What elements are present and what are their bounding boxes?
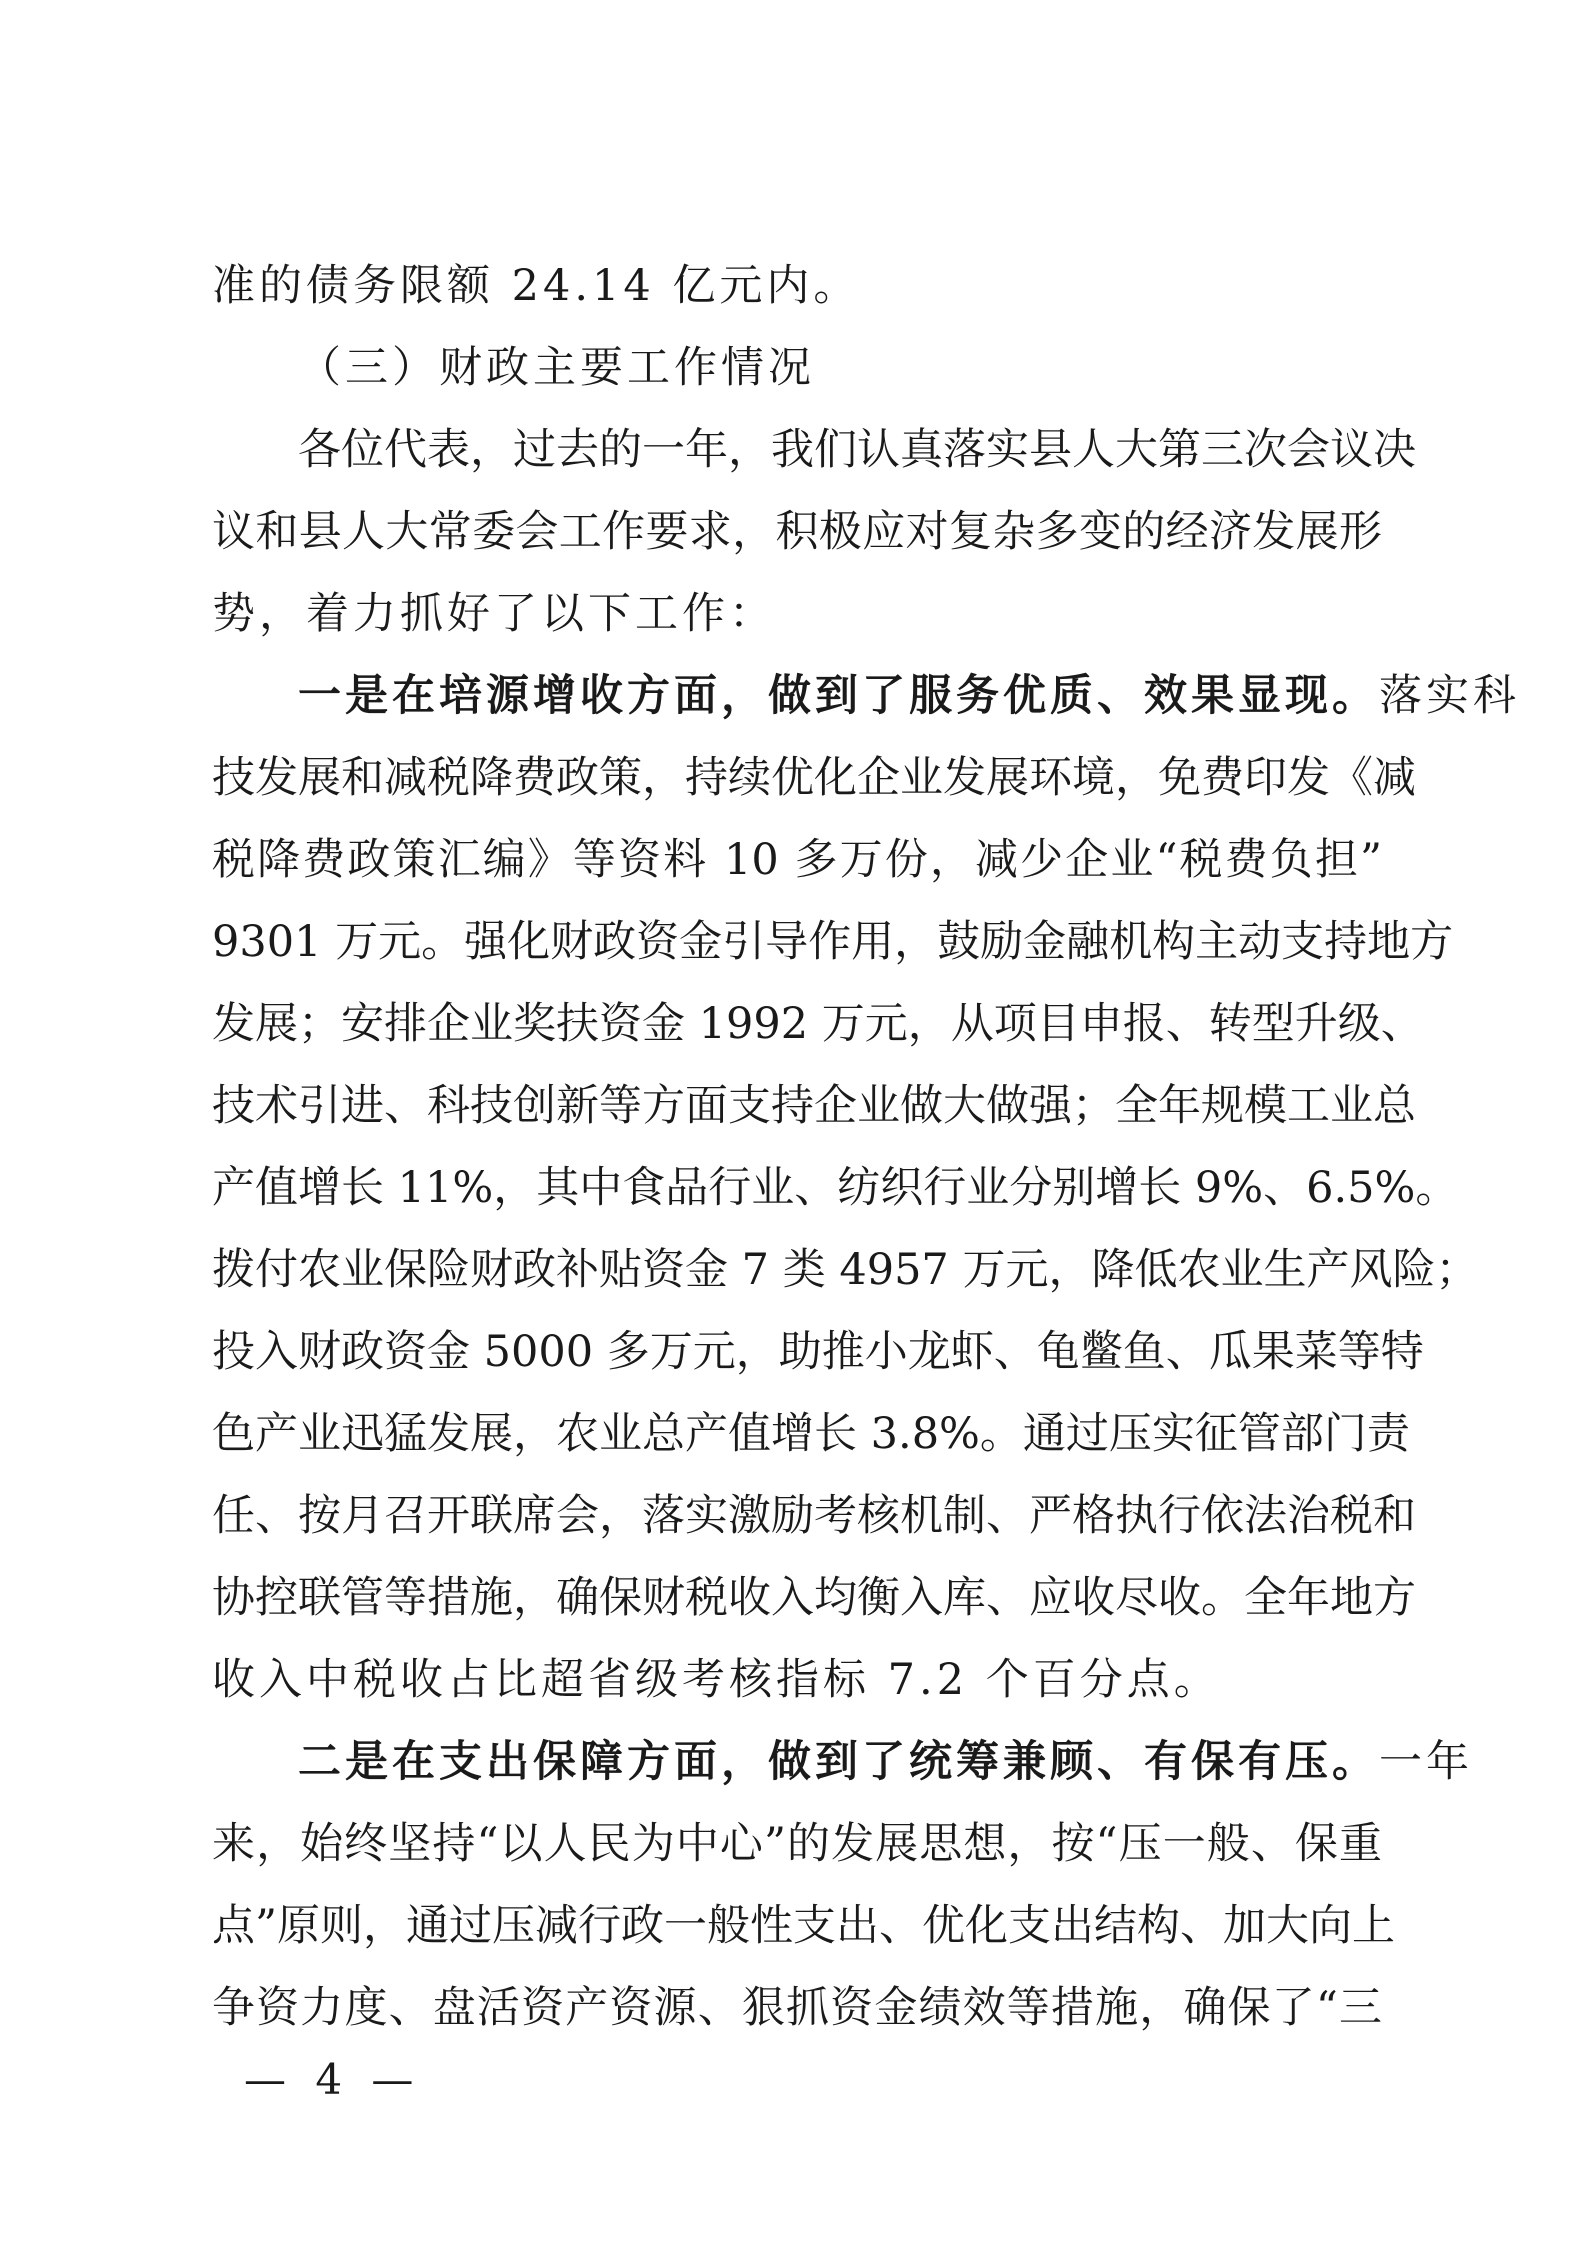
paragraph-lead: 二是在支出保障方面，做到了统筹兼顾、有保有压。 [298,1737,1379,1787]
text-line: 点”原则，通过压减行政一般性支出、优化支出结构、加大向上 [212,1901,1395,1951]
text-line: 发展；安排企业奖扶资金 1992 万元，从项目申报、转型升级、 [212,999,1424,1049]
text-line: 任、按月召开联席会，落实激励考核机制、严格执行依法治税和 [212,1491,1416,1541]
paragraph-text: 一年 [1379,1737,1473,1787]
text-line: 技发展和减税降费政策，持续优化企业发展环境，免费印发《减 [212,753,1416,803]
text-line: 技术引进、科技创新等方面支持企业做大做强；全年规模工业总 [212,1081,1416,1131]
text-line: 收入中税收占比超省级考核指标 7.2 个百分点。 [212,1655,1221,1705]
text-line: 协控联管等措施，确保财税收入均衡入库、应收尽收。全年地方 [212,1573,1416,1623]
text-line: 产值增长 11%，其中食品行业、纺织行业分别增长 9%、6.5%。 [212,1163,1459,1213]
text-line: 各位代表，过去的一年，我们认真落实县人大第三次会议决 [298,425,1416,475]
text-line: 势，着力抓好了以下工作： [212,589,776,639]
text-line: 准的债务限额 24.14 亿元内。 [212,261,861,311]
text-line: 色产业迅猛发展，农业总产值增长 3.8%。通过压实征管部门责 [212,1409,1410,1459]
paragraph-lead: 一是在培源增收方面，做到了服务优质、效果显现。 [298,671,1379,721]
page-number: — 4 — [244,2055,422,2104]
text-line: 争资力度、盘活资产资源、狠抓资金绩效等措施，确保了“三 [212,1983,1382,2033]
text-line [298,666,1520,726]
paragraph-text: 落实科 [1379,671,1520,721]
text-line: 投入财政资金 5000 多万元，助推小龙虾、龟鳖鱼、瓜果菜等特 [212,1327,1424,1377]
text-line [298,1732,1473,1792]
text-line: 9301 万元。强化财政资金引导作用，鼓励金融机构主动支持地方 [212,917,1454,967]
section-heading: （三）财政主要工作情况 [298,343,815,393]
text-line: 拨付农业保险财政补贴资金 7 类 4957 万元，降低农业生产风险； [212,1245,1479,1295]
text-line: 税降费政策汇编》等资料 10 多万份，减少企业“税费负担” [212,835,1382,885]
text-line: 议和县人大常委会工作要求，积极应对复杂多变的经济发展形 [212,507,1382,557]
text-line: 来，始终坚持“以人民为中心”的发展思想，按“压一般、保重 [212,1819,1382,1869]
